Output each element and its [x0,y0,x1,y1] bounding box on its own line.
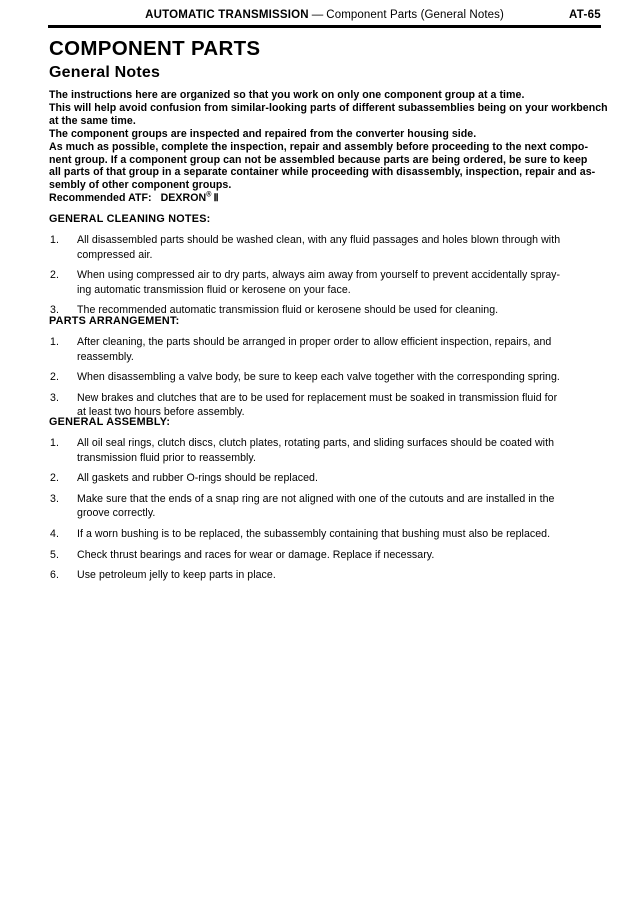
list-item-number: 3. [50,304,59,317]
list-item-line: When disassembling a valve body, be sure to keep each valve together with the corresponding spring. [77,371,560,384]
intro-line: at the same time. [49,114,136,127]
list-item [49,268,605,297]
intro-block [49,89,608,205]
list-item [49,233,605,262]
intro-line: The instructions here are organized so that you work on only one component group at a time. [49,89,525,101]
list-item-line: All disassembled parts should be washed clean, with any fluid passages and holes blown through with [77,234,561,246]
list-item-number: 1. [50,234,59,246]
list-item-line: If a worn bushing is to be replaced, the subassembly containing that bushing must also be replaced. [77,527,551,540]
list-item-number: 6. [50,569,59,582]
list-item-number: 1. [50,437,59,449]
list-item-line: All gaskets and rubber O-rings should be replaced. [77,472,318,485]
recommended-atf-label: Recommended ATF: [49,192,152,205]
section-parts-arrangement [49,315,605,420]
numbered-list [49,436,605,583]
list-item [49,335,605,364]
list-item-text [77,492,605,521]
section-general-cleaning-notes [49,213,605,318]
list-item-line: at least two hours before assembly. [77,406,245,419]
page-number: AT-65 [569,9,601,21]
recommended-atf-line [49,192,604,205]
registered-trademark-icon: ® [206,191,212,199]
list-item-text [77,471,605,486]
list-item-text [77,370,605,385]
running-header-subtitle: Component Parts (General Notes) [326,9,504,21]
list-item-text [77,527,605,542]
numbered-list [49,233,605,318]
list-item-number: 3. [50,391,59,404]
list-item-line: ing automatic transmission fluid or kerosene on your face. [77,283,351,296]
list-item [49,492,605,521]
list-item-line: Use petroleum jelly to keep parts in place. [77,569,276,582]
recommended-atf-brand: DEXRON [160,192,207,205]
list-item-text [77,335,605,364]
list-item-text [77,548,605,563]
list-item [49,548,605,563]
list-item [49,568,605,583]
page-subtitle: General Notes [49,64,161,81]
list-item-line: Check thrust bearings and races for wear or damage. Replace if necessary. [77,548,435,561]
list-item-line: All oil seal rings, clutch discs, clutch plates, rotating parts, and sliding surfaces should be coated with [77,437,555,449]
running-header-book-title: AUTOMATIC TRANSMISSION [145,9,309,21]
list-item-line: When using compressed air to dry parts, always aim away from yourself to prevent accidentally spray- [77,269,561,282]
list-item [49,527,605,542]
list-item-line: New brakes and clutches that are to be used for replacement must be soaked in transmission fluid for [77,391,558,404]
list-item-line: groove correctly. [77,507,156,520]
recommended-atf-grade: Ⅱ [213,192,219,205]
list-item-line: compressed air. [77,248,153,261]
list-item-line: The recommended automatic transmission fluid or kerosene should be used for cleaning. [77,304,499,317]
section-heading: PARTS ARRANGEMENT: [49,315,180,327]
list-item [49,370,605,385]
list-item-line: Make sure that the ends of a snap ring are not aligned with one of the cutouts and are installed in the [77,492,555,505]
page-title: COMPONENT PARTS [49,37,261,60]
intro-line: nent group. If a component group can not be assembled because parts are being ordered, be sure to keep [49,153,588,166]
intro-line: As much as possible, complete the inspection, repair and assembly before proceeding to the next compo- [49,140,589,153]
section-heading: GENERAL ASSEMBLY: [49,416,171,428]
list-item-number: 4. [50,527,59,540]
list-item-number: 1. [50,336,59,348]
list-item-number: 2. [50,371,59,384]
header-rule [48,25,601,28]
list-item-text [77,436,605,465]
list-item-line: After cleaning, the parts should be arranged in proper order to allow efficient inspection, repairs, and [77,336,552,348]
numbered-list [49,335,605,420]
intro-line: sembly of other component groups. [49,179,232,192]
running-header-separator: — [311,9,324,21]
section-heading: GENERAL CLEANING NOTES: [49,213,211,225]
list-item-line: reassembly. [77,350,134,363]
list-item-number: 3. [50,492,59,505]
list-item-number: 5. [50,548,59,561]
section-general-assembly [49,416,605,583]
list-item-text [77,233,605,262]
list-item-line: transmission fluid prior to reassembly. [77,451,256,464]
list-item-text [77,568,605,583]
running-header-title [48,9,601,22]
intro-line: This will help avoid confusion from similar-looking parts of different subassemblies being on your workbench [49,101,608,114]
list-item-text [77,268,605,297]
intro-line: all parts of that group in a separate container while proceeding with disassembly, inspection, repair and as- [49,166,596,179]
list-item-number: 2. [50,472,59,485]
intro-line: The component groups are inspected and repaired from the converter housing side. [49,127,477,140]
list-item [49,436,605,465]
running-header [48,9,601,25]
list-item-number: 2. [50,269,59,282]
list-item [49,471,605,486]
